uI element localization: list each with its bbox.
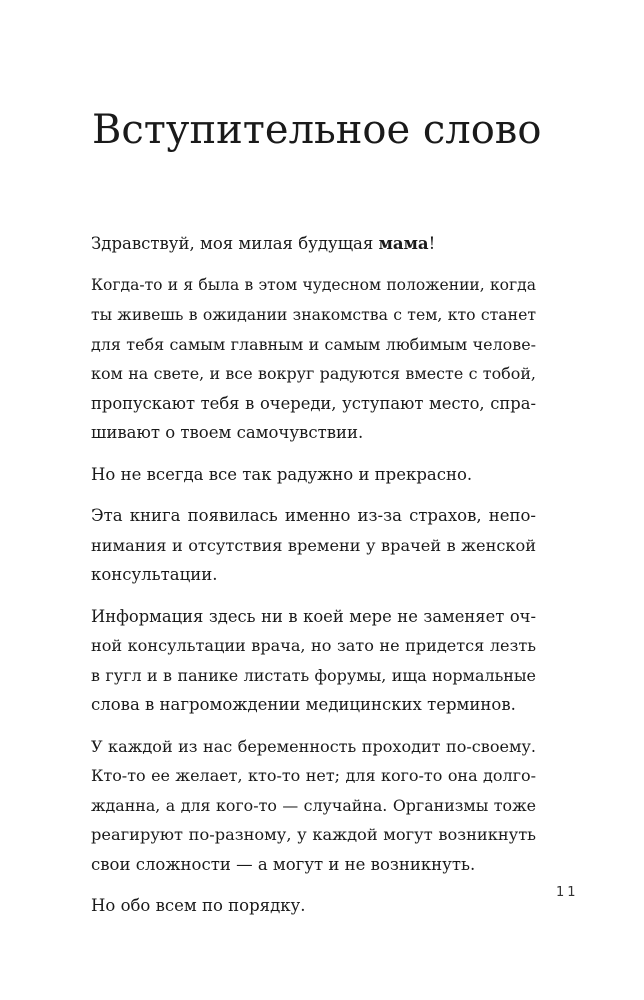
paragraph-1 (91, 271, 536, 448)
greeting-exclamation: ! (428, 234, 436, 253)
greeting-bold-word: мама (378, 234, 429, 253)
text-line: Но не всегда все так радужно и прекрасно. (91, 464, 473, 484)
text-line: реагируют по-разному, у каждой могут возникнуть (91, 825, 536, 844)
text-line: ты живешь в ожидании знакомства с тем, кто станет (91, 305, 536, 324)
text-line: Кто-то ее желает, кто-то нет; для кого-то она долго- (91, 766, 536, 785)
text-line: нимания и отсутствия времени у врачей в женской (91, 535, 536, 555)
text-line: консультации. (91, 565, 218, 584)
text-line: шивают о твоем самочувствии. (91, 423, 364, 442)
paragraph-5 (91, 732, 536, 880)
text-line: У каждой из нас беременность проходит по-своему. (91, 736, 536, 756)
body-text (91, 229, 536, 933)
text-line: слова в нагромождении медицинских терминов. (91, 695, 516, 714)
page-title: Вступительное слово (92, 107, 542, 153)
text-line: Но обо всем по порядку. (91, 896, 306, 915)
paragraph-3 (91, 501, 536, 590)
text-line: пропускают тебя в очереди, уступают место, спра- (91, 393, 536, 413)
text-line: свои сложности — а могут и не возникнуть. (91, 854, 476, 874)
page-number: 11 (556, 885, 579, 900)
text-line: Эта книга появилась именно из-за страхов, непо- (91, 506, 536, 525)
text-line: ком на свете, и все вокруг радуются вместе с тобой, (91, 364, 536, 383)
greeting-paragraph (91, 229, 536, 259)
text-line: в гугл и в панике листать форумы, ища нормальные (91, 665, 536, 685)
paragraph-6 (91, 891, 536, 921)
paragraph-4 (91, 602, 536, 720)
greeting-text: Здравствуй, моя милая будущая (91, 234, 379, 253)
text-line: Информация здесь ни в коей мере не заменяет оч- (91, 606, 536, 626)
text-line: жданна, а для кого-то — случайна. Организмы тоже (91, 795, 536, 815)
text-line: для тебя самым главным и самым любимым челове- (91, 334, 536, 354)
text-line: Когда-то и я была в этом чудесном положении, когда (91, 275, 536, 294)
text-line: ной консультации врача, но зато не придется лезть (91, 636, 536, 655)
paragraph-2 (91, 460, 536, 490)
